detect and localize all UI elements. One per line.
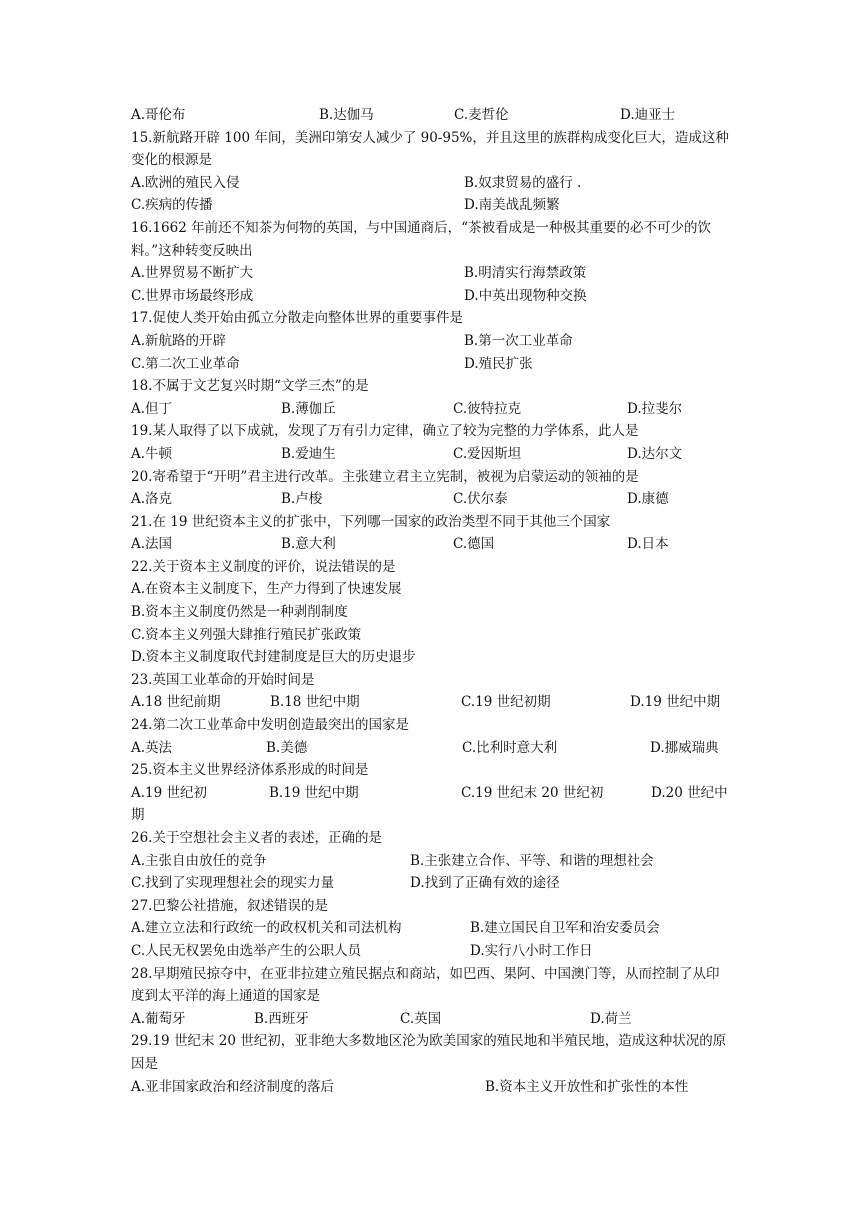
q15-option-b: B.奴隶贸易的盛行 .	[464, 174, 582, 191]
q21-stem: 21.在 19 世纪资本主义的扩张中，下列哪一国家的政治类型不同于其他三个国家	[131, 513, 611, 530]
q19-option-b: B.爱迪生	[281, 445, 336, 462]
q24-option-c: C.比利时意大利	[462, 739, 558, 756]
q23-option-a: A.18 世纪前期	[131, 694, 221, 711]
q23-stem: 23.英国工业革命的开始时间是	[131, 671, 315, 688]
q26-option-a: A.主张自由放任的竞争	[131, 852, 267, 869]
q20-option-a: A.洛克	[131, 491, 173, 508]
q24-options	[131, 737, 731, 760]
q24-option-d: D.挪威瑞典	[650, 739, 719, 756]
q27-option-c: C.人民无权罢免由选举产生的公职人员	[131, 942, 362, 959]
q20-option-d: D.康德	[627, 491, 669, 508]
q14-option-b: B.达伽马	[319, 107, 374, 123]
q22-stem: 22.关于资本主义制度的评价，说法错误的是	[131, 558, 396, 575]
q17-option-b: B.第一次工业革命	[464, 332, 573, 349]
q18-option-b: B.薄伽丘	[281, 400, 336, 417]
q19-option-a: A.牛顿	[131, 445, 173, 462]
q17-option-d: D.殖民扩张	[464, 355, 533, 372]
q24-option-a: A.英法	[131, 739, 173, 756]
q23-option-d: D.19 世纪中期	[630, 694, 721, 711]
q28-option-c: C.英国	[400, 1010, 442, 1027]
q14-option-a: A.哥伦布	[131, 107, 186, 123]
q16-option-c: C.世界市场最终形成	[131, 287, 254, 304]
q22-option-a: A.在资本主义制度下，生产力得到了快速发展	[131, 581, 402, 598]
q25-stem: 25.资本主义世界经济体系形成的时间是	[131, 762, 369, 779]
q28-options	[131, 1008, 731, 1031]
q15-option-c: C.疾病的传播	[131, 197, 213, 214]
q19-stem: 19.某人取得了以下成就，发现了万有引力定律，确立了较为完整的力学体系，此人是	[131, 423, 639, 440]
q14-options	[131, 104, 731, 127]
q17-option-c: C.第二次工业革命	[131, 355, 240, 372]
q15-option-d: D.南美战乱频繁	[464, 197, 560, 214]
q25-option-c: C.19 世纪末 20 世纪初	[461, 784, 604, 801]
q26-option-b: B.主张建立合作、平等、和谐的理想社会	[410, 852, 654, 869]
q18-option-d: D.拉斐尔	[627, 400, 683, 417]
q25-options	[131, 782, 731, 805]
q16-option-d: D.中英出现物种交换	[464, 287, 587, 304]
q23-option-c: C.19 世纪初期	[461, 694, 551, 711]
q25-option-a: A.19 世纪初	[131, 784, 208, 801]
q26-option-c: C.找到了实现理想社会的现实力量	[131, 875, 335, 892]
q25-option-d-overflow: 期	[131, 807, 145, 824]
q18-stem: 18.不属于文艺复兴时期“文学三杰”的是	[131, 378, 369, 395]
q24-option-b: B.美德	[266, 739, 308, 756]
q25-option-b: B.19 世纪中期	[269, 784, 359, 801]
q20-stem: 20.寄希望于“开明”君主进行改革。主张建立君主立宪制，被视为启蒙运动的领袖的是	[131, 468, 639, 485]
q18-option-c: C.彼特拉克	[453, 400, 522, 417]
q20-option-c: C.伏尔泰	[453, 491, 508, 508]
q16-options-row1	[131, 262, 731, 285]
q23-options	[131, 691, 731, 714]
q28-option-a: A.葡萄牙	[131, 1010, 186, 1027]
q26-options-row1	[131, 850, 731, 873]
q27-option-a: A.建立立法和行政统一的政权机关和司法机构	[131, 920, 402, 937]
q19-options	[131, 443, 731, 466]
q21-option-d: D.日本	[627, 536, 669, 553]
q21-option-c: C.德国	[453, 536, 495, 553]
q27-option-b: B.建立国民自卫军和治安委员会	[470, 920, 660, 937]
q27-options-row2	[131, 940, 731, 963]
q16-stem: 16.1662 年前还不知茶为何物的英国，与中国通商后，“茶被看成是一种极其重要的必不可少的饮料。”这种转变反映出	[131, 219, 712, 259]
q27-stem: 27.巴黎公社措施，叙述错误的是	[131, 897, 328, 914]
q17-options-row1	[131, 330, 731, 353]
q22-option-d: D.资本主义制度取代封建制度是巨大的历史退步	[131, 649, 416, 666]
q14-option-d: D.迪亚士	[620, 107, 676, 123]
q21-option-a: A.法国	[131, 536, 173, 553]
q18-option-a: A.但丁	[131, 400, 173, 417]
q14-option-c: C.麦哲伦	[454, 107, 509, 123]
q21-option-b: B.意大利	[281, 536, 336, 553]
q17-options-row2	[131, 353, 731, 376]
q21-options	[131, 533, 731, 556]
q18-options	[131, 398, 731, 421]
q15-options-row1	[131, 172, 731, 195]
question-list	[131, 104, 731, 1098]
q15-stem: 15.新航路开辟 100 年间，美洲印第安人减少了 90-95%，并且这里的族群构成变化巨大，造成这种变化的根源是	[131, 129, 729, 169]
q26-stem: 26.关于空想社会主义者的表述，正确的是	[131, 830, 382, 846]
q17-stem: 17.促使人类开始由孤立分散走向整体世界的重要事件是	[131, 310, 463, 327]
q20-option-b: B.卢梭	[281, 491, 323, 508]
q23-option-b: B.18 世纪中期	[270, 694, 360, 711]
q28-option-d: D.荷兰	[590, 1010, 632, 1027]
q16-option-a: A.世界贸易不断扩大	[131, 265, 254, 282]
q29-option-a: A.亚非国家政治和经济制度的落后	[131, 1078, 335, 1095]
q15-option-a: A.欧洲的殖民入侵	[131, 174, 240, 191]
q16-option-b: B.明清实行海禁政策	[464, 265, 587, 282]
q24-stem: 24.第二次工业革命中发明创造最突出的国家是	[131, 717, 409, 734]
q17-option-a: A.新航路的开辟	[131, 332, 227, 349]
q29-options-row1	[131, 1076, 731, 1099]
q22-option-b: B.资本主义制度仍然是一种剥削制度	[131, 604, 348, 621]
q26-option-d: D.找到了正确有效的途径	[410, 875, 560, 892]
q29-stem: 29.19 世纪末 20 世纪初，亚非绝大多数地区沦为欧美国家的殖民地和半殖民地，造成这种状况的原因是	[131, 1033, 727, 1072]
q20-options	[131, 488, 731, 511]
q22-option-c: C.资本主义列强大肆推行殖民扩张政策	[131, 626, 362, 643]
q26-options-row2	[131, 872, 731, 895]
q27-options-row1	[131, 917, 731, 940]
q19-option-d: D.达尔文	[627, 445, 683, 462]
q29-option-b: B.资本主义开放性和扩张性的本性	[485, 1078, 689, 1095]
q15-options-row2	[131, 194, 731, 217]
q16-options-row2	[131, 285, 731, 308]
q27-option-d: D.实行八小时工作日	[470, 942, 593, 959]
q28-stem: 28.早期殖民掠夺中，在亚非拉建立殖民据点和商站，如巴西、果阿、中国澳门等，从而控制了从印度到太平洋的海上通道的国家是	[131, 965, 720, 1005]
q25-option-d: D.20 世纪中	[651, 784, 728, 801]
q19-option-c: C.爱因斯坦	[453, 445, 522, 462]
q28-option-b: B.西班牙	[254, 1010, 309, 1027]
